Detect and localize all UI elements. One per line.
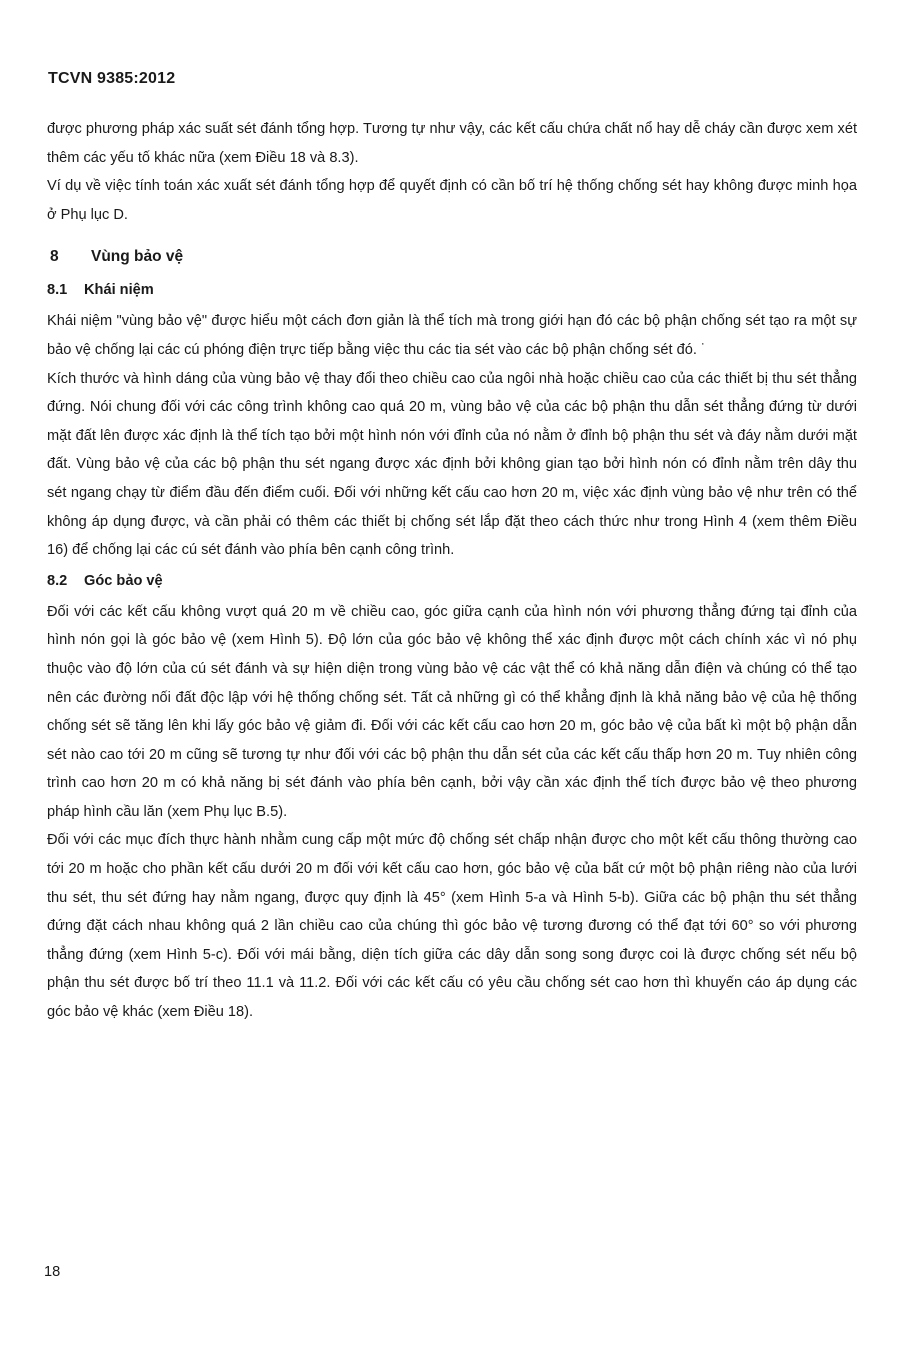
section-8-1-paragraph-1: Khái niệm "vùng bảo vệ" được hiểu một cách đơn giản là thể tích mà trong giới hạn đó các bộ phận chống sét tạo ra một sự bảo vệ chống lại các cú phóng điện trực tiếp bằng việc thu các tia sét vào các bộ phận chống sét đó. ˙ bbox=[47, 313, 857, 358]
page-content bbox=[47, 115, 857, 1027]
section-8-2-title: Góc bảo vệ bbox=[84, 572, 163, 589]
section-8-2-number: 8.2 bbox=[47, 572, 68, 589]
section-8-number: 8 bbox=[50, 248, 59, 266]
page-number: 18 bbox=[44, 1264, 61, 1280]
section-8-1-number: 8.1 bbox=[47, 282, 68, 299]
intro-paragraph-2: Ví dụ về việc tính toán xác xuất sét đánh tổng hợp để quyết định có cần bố trí hệ thống chống sét hay không được minh họa ở Phụ lục D. bbox=[47, 178, 857, 223]
document-code-header: TCVN 9385:2012 bbox=[48, 70, 176, 87]
section-8-1-heading bbox=[47, 276, 857, 304]
section-8-2-paragraph-1: Đối với các kết cấu không vượt quá 20 m về chiều cao, góc giữa cạnh của hình nón với phương thẳng đứng tại đỉnh của hình nón gọi là góc bảo vệ (xem Hình 5). Độ lớn của góc bảo vệ không thể xác định được một cách chính xác vì nó phụ thuộc vào độ lớn của cú sét đánh và sự hiện diện trong vùng bảo vệ các vật thể có khả năng dẫn điện và chúng có thể tạo nên các đường nối đất độc lập với hệ thống chống sét. Tất cả những gì có thể khẳng định là khả năng bảo vệ của hệ thống chống sét sẽ tăng lên khi lấy góc bảo vệ giảm đi. Đối với các kết cấu cao hơn 20 m, góc bảo vệ của bất kì một bộ phận dẫn sét nào cao tới 20 m cũng sẽ tương tự như đối với các bộ phận thu dẫn sét của các kết cấu thấp hơn 20 m. Tuy nhiên công trình cao hơn 20 m có khả năng bị sét đánh vào phía bên cạnh, bởi vậy cần xác định thể tích được bảo vệ theo phương pháp hình cầu lăn (xem Phụ lục B.5). bbox=[47, 603, 857, 820]
section-8-title: Vùng bảo vệ bbox=[91, 248, 184, 266]
section-8-1-paragraph-2: Kích thước và hình dáng của vùng bảo vệ thay đổi theo chiều cao của ngôi nhà hoặc chiều cao của các thiết bị thu sét thẳng đứng. Nói chung đối với các công trình không cao quá 20 m, vùng bảo vệ của các bộ phận thu dẫn sét thẳng đứng từ dưới mặt đất lên được xác định là thể tích tạo bởi một hình nón với đỉnh của nó nằm ở đỉnh bộ phận thu sét và đáy nằm dưới mặt đất. Vùng bảo vệ của các bộ phận thu sét ngang được xác định bởi không gian tạo bởi hình nón có đỉnh nằm trên dây thu sét ngang chạy từ điểm đầu đến điểm cuối. Đối với những kết cấu cao hơn 20 m, việc xác định vùng bảo vệ như trên có thể không áp dụng được, và cần phải có thêm các thiết bị chống sét lắp đặt theo cách thức như trong Hình 4 (xem thêm Điều 16) để chống lại các cú sét đánh vào phía bên cạnh công trình. bbox=[47, 370, 857, 559]
section-8-1-title: Khái niệm bbox=[84, 282, 154, 299]
section-8-2-heading bbox=[47, 567, 857, 595]
intro-paragraph-1: được phương pháp xác suất sét đánh tổng hợp. Tương tự như vậy, các kết cấu chứa chất nổ hay dễ cháy cần được xem xét thêm các yếu tố khác nữa (xem Điều 18 và 8.3). bbox=[47, 121, 857, 166]
section-8-heading bbox=[47, 242, 857, 272]
section-8-2-paragraph-2: Đối với các mục đích thực hành nhằm cung cấp một mức độ chống sét chấp nhận được cho một kết cấu thông thường cao tới 20 m hoặc cho phần kết cấu dưới 20 m đối với kết cấu cao hơn, góc bảo vệ của bất cứ một bộ phận riêng nào của lưới thu sét, thu sét đứng hay nằm ngang, được quy định là 45° (xem Hình 5-a và Hình 5-b). Giữa các bộ phận thu sét thẳng đứng đặt cách nhau không quá 2 lần chiều cao của chúng thì góc bảo vệ tương đương có thể đạt tới 60° so với phương thẳng đứng (xem Hình 5-c). Đối với mái bằng, diện tích giữa các dây dẫn song song được coi là được chống sét nếu bộ phận thu sét được bố trí theo 11.1 và 11.2. Đối với các kết cấu có yêu cầu chống sét cao hơn thì khuyến cáo áp dụng các góc bảo vệ khác (xem Điều 18). bbox=[47, 832, 857, 1021]
